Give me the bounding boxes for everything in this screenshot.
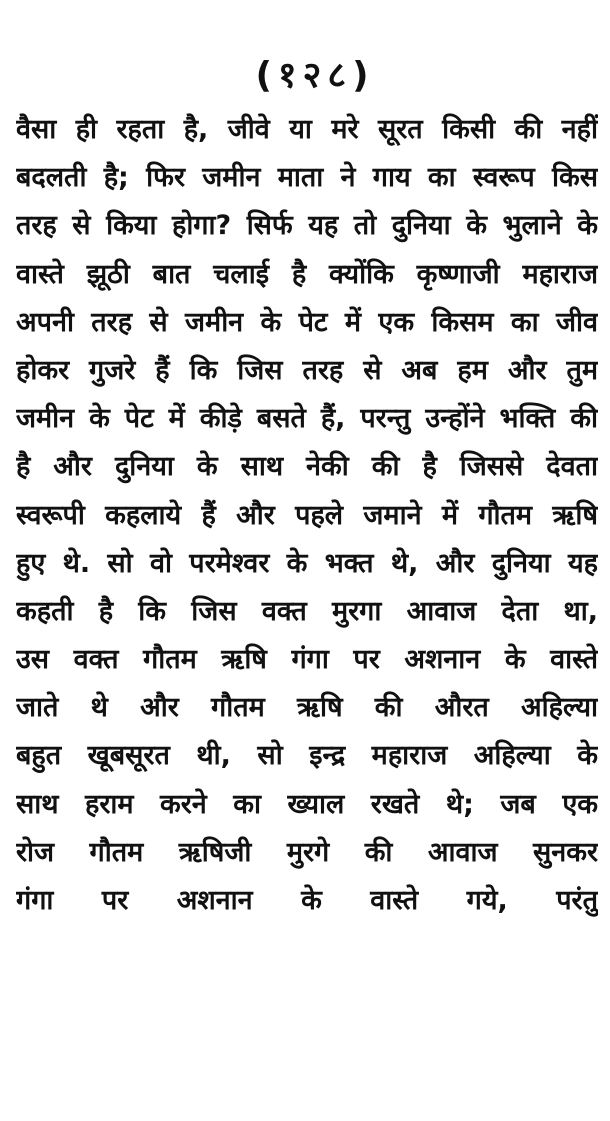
text-line: वास्ते झूठी बात चलाई है क्योंकि कृष्णाजी महाराज bbox=[16, 258, 598, 290]
text-line: तरह से किया होगा? सिर्फ यह तो दुनिया के भुलाने के bbox=[16, 210, 598, 242]
text-line: साथ हराम करने का ख्याल रखते थे; जब एक bbox=[16, 788, 598, 820]
text-line: कहती है कि जिस वक्त मुरगा आवाज देता था, bbox=[16, 595, 598, 627]
page-number: (१२८) bbox=[255, 55, 375, 96]
text-line: जाते थे और गौतम ऋषि की औरत अहिल्या bbox=[16, 692, 598, 724]
text-line: है और दुनिया के साथ नेकी की है जिससे देवता bbox=[16, 451, 598, 483]
text-line: जमीन के पेट में कीड़े बसते हैं, परन्तु उन्होंने भक्ति की bbox=[16, 403, 598, 435]
text-line: बहुत खूबसूरत थी, सो इन्द्र महाराज अहिल्या के bbox=[16, 740, 598, 772]
text-line: गंगा पर अशनान के वास्ते गये, परंतु bbox=[16, 885, 598, 916]
text-line: हुए थे. सो वो परमेश्वर के भक्त थे, और दुनिया यह bbox=[16, 547, 598, 579]
text-line: बदलती है; फिर जमीन माता ने गाय का स्वरूप किस bbox=[16, 162, 598, 194]
text-line: होकर गुजरे हैं कि जिस तरह से अब हम और तुम bbox=[16, 354, 598, 386]
text-line: वैसा ही रहता है, जीवे या मरे सूरत किसी की नहीं bbox=[16, 114, 598, 145]
text-line: अपनी तरह से जमीन के पेट में एक किसम का जीव bbox=[16, 306, 598, 338]
body-text bbox=[16, 106, 598, 925]
text-line: स्वरूपी कहलाये हैं और पहले जमाने में गौतम ऋषि bbox=[16, 499, 598, 531]
text-line: रोज गौतम ऋषिजी मुरगे की आवाज सुनकर bbox=[16, 836, 598, 868]
text-line: उस वक्त गौतम ऋषि गंगा पर अशनान के वास्ते bbox=[16, 644, 598, 676]
